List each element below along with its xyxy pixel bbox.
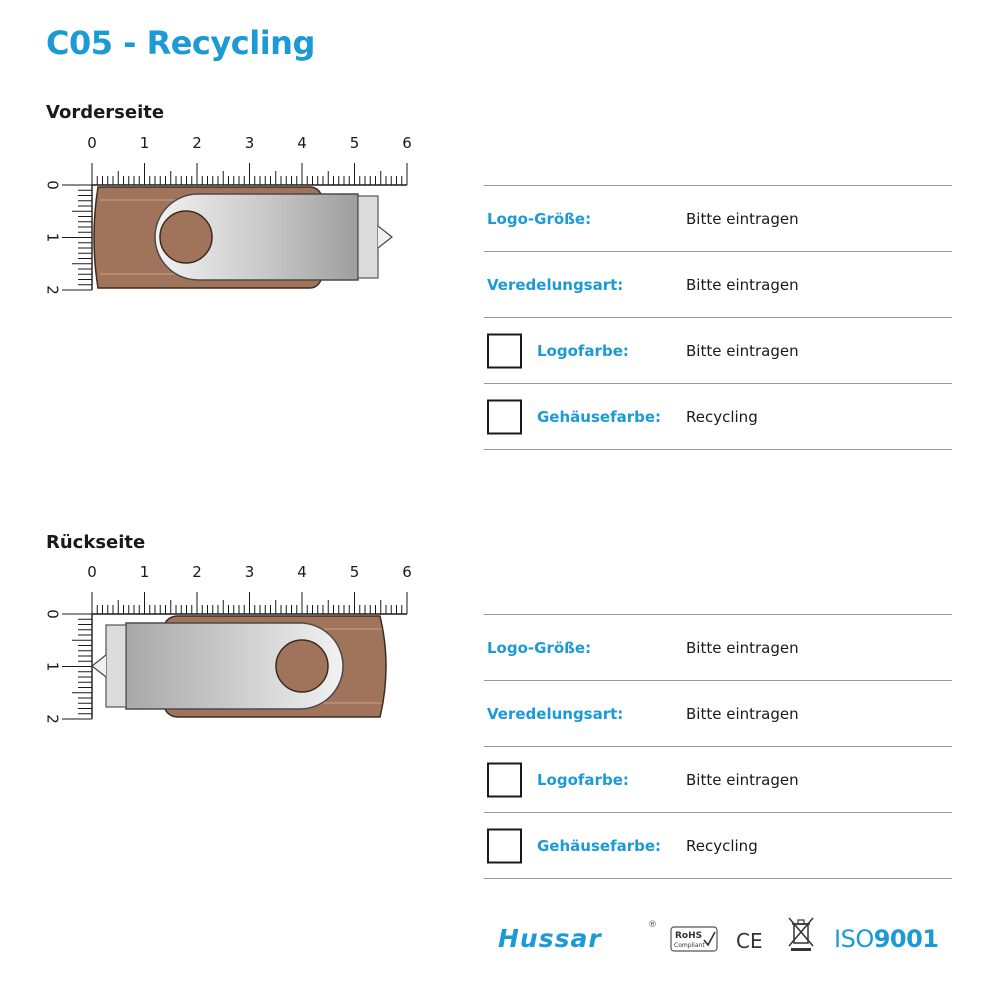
ruler-x-tick-label: 3 — [244, 134, 255, 152]
ce-text: CE — [736, 929, 763, 953]
ruler-x-tick-label: 6 — [402, 563, 412, 581]
row-housing-color — [484, 384, 952, 450]
ruler-x — [87, 134, 412, 185]
rohs-compliant-text: Compliant — [674, 942, 705, 949]
value-logo-color[interactable]: Bitte eintragen — [686, 341, 799, 360]
usb-pivot — [160, 211, 212, 263]
certification-footer — [496, 912, 946, 962]
ruler-x-tick-label: 1 — [139, 563, 150, 581]
iso-prefix: ISO — [834, 925, 874, 953]
back-view-figure — [40, 557, 420, 727]
row-logo-color — [484, 747, 952, 813]
label-finishing-type: Veredelungsart: — [487, 275, 624, 294]
iso-9001-mark — [834, 925, 939, 953]
ruler-x-tick-label: 6 — [402, 134, 412, 152]
ruler-y-tick-label: 0 — [43, 609, 62, 619]
rohs-text: RoHS — [675, 931, 703, 941]
ruler-x — [87, 563, 412, 614]
ruler-x-tick-label: 3 — [244, 563, 255, 581]
ruler-x-tick-label: 0 — [87, 563, 97, 581]
usb-stick-back — [92, 616, 386, 717]
ruler-y-tick-label: 0 — [43, 180, 62, 190]
spec-table-back — [484, 614, 952, 879]
row-logo-size — [484, 615, 952, 681]
row-logo-size — [484, 186, 952, 252]
label-housing-color: Gehäusefarbe: — [537, 407, 662, 426]
ruler-x-tick-label: 5 — [349, 134, 360, 152]
usb-pivot — [276, 640, 328, 692]
row-finishing-type — [484, 681, 952, 747]
label-logo-size: Logo-Größe: — [487, 209, 592, 228]
section-heading-front: Vorderseite — [46, 102, 165, 123]
label-logo-color: Logofarbe: — [537, 341, 629, 360]
ruler-y-tick-label: 1 — [43, 232, 62, 243]
spec-table-front — [484, 185, 952, 450]
row-finishing-type — [484, 252, 952, 318]
section-heading-back: Rückseite — [46, 532, 146, 553]
label-logo-size: Logo-Größe: — [487, 638, 592, 657]
housing-color-checkbox[interactable] — [487, 828, 522, 863]
ruler-x-tick-label: 4 — [297, 134, 307, 152]
ruler-x-tick-label: 2 — [192, 563, 202, 581]
rohs-compliant-icon — [670, 926, 718, 952]
usb-connector — [358, 196, 378, 278]
ruler-y-tick-label: 2 — [43, 714, 62, 724]
usb-tab — [92, 655, 106, 677]
ruler-x-tick-label: 4 — [297, 563, 307, 581]
label-finishing-type: Veredelungsart: — [487, 704, 624, 723]
value-housing-color[interactable]: Recycling — [686, 407, 758, 426]
ruler-x-tick-label: 1 — [139, 134, 150, 152]
ruler-y-tick-label: 1 — [43, 661, 62, 672]
value-logo-size[interactable]: Bitte eintragen — [686, 209, 799, 228]
row-housing-color — [484, 813, 952, 879]
hussar-logo: Hussar — [498, 924, 602, 953]
front-view-figure — [40, 128, 420, 298]
ruler-x-tick-label: 5 — [349, 563, 360, 581]
usb-stick-front — [94, 187, 392, 288]
ruler-x-tick-label: 0 — [87, 134, 97, 152]
value-housing-color[interactable]: Recycling — [686, 836, 758, 855]
ruler-y-tick-label: 2 — [43, 285, 62, 295]
usb-connector — [106, 625, 126, 707]
registered-mark: ® — [648, 920, 657, 930]
ruler-y — [44, 609, 93, 724]
ruler-y — [44, 180, 93, 295]
weee-bin-icon — [786, 915, 816, 953]
ce-mark-icon — [734, 927, 768, 953]
page-title: C05 - Recycling — [46, 24, 315, 62]
housing-color-checkbox[interactable] — [487, 399, 522, 434]
value-finishing-type[interactable]: Bitte eintragen — [686, 275, 799, 294]
label-logo-color: Logofarbe: — [537, 770, 629, 789]
label-housing-color: Gehäusefarbe: — [537, 836, 662, 855]
usb-tab — [378, 226, 392, 248]
logo-color-checkbox[interactable] — [487, 762, 522, 797]
value-finishing-type[interactable]: Bitte eintragen — [686, 704, 799, 723]
iso-number: 9001 — [873, 925, 939, 953]
value-logo-color[interactable]: Bitte eintragen — [686, 770, 799, 789]
logo-color-checkbox[interactable] — [487, 333, 522, 368]
ruler-x-tick-label: 2 — [192, 134, 202, 152]
value-logo-size[interactable]: Bitte eintragen — [686, 638, 799, 657]
row-logo-color — [484, 318, 952, 384]
